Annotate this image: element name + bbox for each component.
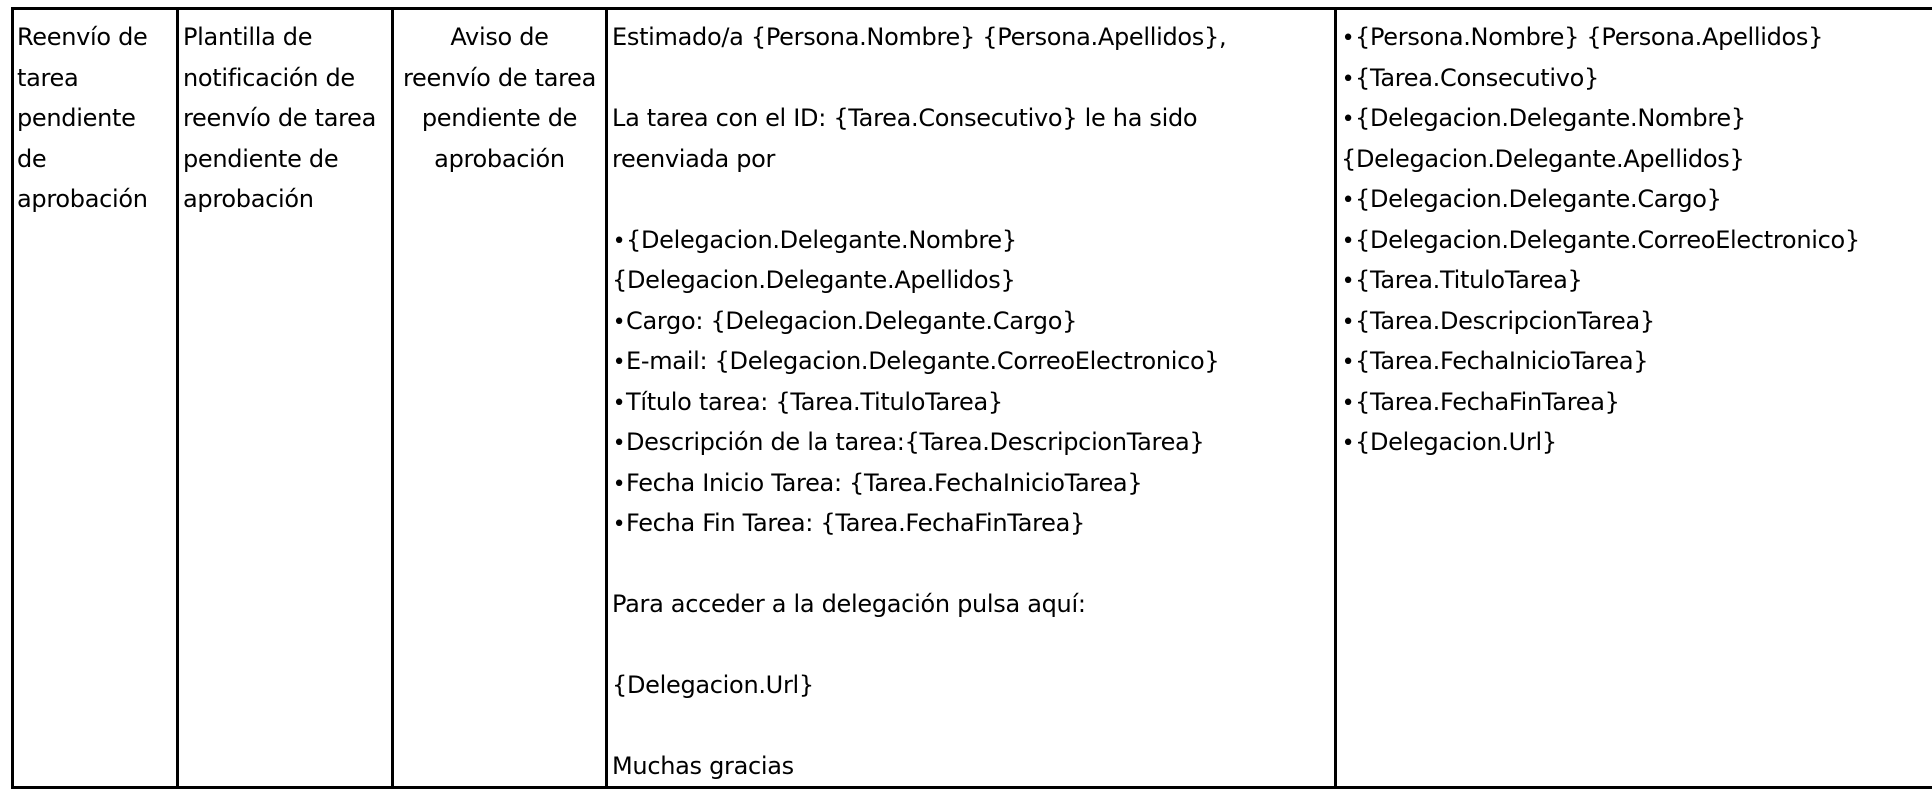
bullet-icon: • [1341,188,1355,213]
bullet-text: Título tarea: {Tarea.TituloTarea} [626,387,1003,416]
variable-text: {Tarea.TituloTarea} [1355,266,1583,294]
description-line: reenvío de tarea [183,104,377,132]
url-text: {Delegacion.Url} [612,671,814,699]
variable-text: {Persona.Nombre} {Persona.Apellidos} [1355,23,1824,51]
description-line: pendiente de [183,144,339,173]
variable-continuation: {Delegacion.Delegante.Apellidos} [1341,144,1745,173]
variable-item [1341,341,1931,382]
column-border-3 [605,7,608,789]
bullet-item [612,382,1332,423]
variable-item [1341,382,1931,423]
bullet-item [612,463,1332,504]
description-line: notificación de [183,63,355,92]
bullet-item [612,422,1332,463]
blank-line [612,544,1332,585]
subject-cell [394,17,605,179]
bullet-icon: • [1341,431,1355,456]
document-table [11,7,1932,795]
message-body-cell [612,17,1332,787]
name-line: pendiente [17,104,136,132]
bullet-item [612,503,1332,544]
bullet-continuation: {Delegacion.Delegante.Apellidos} [612,266,1016,294]
bullet-text: Cargo: {Delegacion.Delegante.Cargo} [626,306,1078,335]
blank-line [612,179,1332,220]
subject-line: reenvío de tarea [402,63,597,92]
bullet-icon: • [612,228,626,254]
variable-text: {Tarea.DescripcionTarea} [1355,306,1655,335]
bullet-item [612,301,1332,342]
variable-text: {Delegacion.Delegante.Cargo} [1355,185,1722,213]
bullet-text: Descripción de la tarea:{Tarea.DescripcionTarea} [626,428,1205,456]
variable-text: {Tarea.FechaFinTarea} [1355,387,1620,416]
description-cell [183,17,389,220]
variable-item [1341,220,1931,261]
bullet-icon: • [612,309,626,335]
access-text: Para acceder a la delegación pulsa aquí: [612,590,1086,618]
variable-item [1341,301,1931,342]
bullet-item [612,220,1332,261]
variable-text: {Delegacion.Url} [1355,428,1557,456]
bullet-icon: • [1341,228,1355,254]
greeting-text: Estimado/a {Persona.Nombre} {Persona.Apellidos}, [612,23,1227,51]
description-line: Plantilla de [183,23,313,51]
bullet-text: {Delegacion.Delegante.Nombre} [626,225,1017,254]
bullet-text: Fecha Fin Tarea: {Tarea.FechaFinTarea} [626,509,1085,537]
name-line: aprobación [17,185,148,213]
bullet-icon: • [1341,309,1355,335]
bullet-icon: • [1341,350,1355,375]
bullet-icon: • [612,431,626,456]
variable-item [1341,422,1931,463]
bullet-text: E-mail: {Delegacion.Delegante.CorreoElectronico} [626,347,1220,375]
bullet-item [612,341,1332,382]
bullet-text: Fecha Inicio Tarea: {Tarea.FechaInicioTarea} [626,468,1143,497]
variable-item [1341,17,1931,58]
variable-item [1341,58,1931,99]
blank-line [612,625,1332,666]
description-line: aprobación [183,185,314,213]
table-top-border [11,7,1932,10]
bullet-icon: • [1341,66,1355,92]
variable-item [1341,98,1931,139]
bullet-icon: • [1341,390,1355,416]
blank-line [612,58,1332,99]
intro-text: reenviada por [612,144,776,173]
bullet-icon: • [612,512,626,537]
bullet-icon: • [612,390,626,416]
variables-cell [1341,17,1931,463]
bullet-icon: • [1341,107,1355,132]
closing-text: Muchas gracias [612,752,794,780]
intro-text: La tarea con el ID: {Tarea.Consecutivo} le ha sido [612,104,1198,132]
bullet-icon: • [1341,269,1355,294]
subject-line: aprobación [434,144,565,173]
name-line: tarea [17,63,79,92]
variable-text: {Delegacion.Delegante.Nombre} [1355,104,1746,132]
name-line: de [17,144,47,173]
variable-text: {Delegacion.Delegante.CorreoElectronico} [1355,225,1860,254]
variable-item [1341,179,1931,220]
bullet-icon: • [612,471,626,497]
column-border-4 [1334,7,1337,789]
bullet-icon: • [612,350,626,375]
variable-text: {Tarea.Consecutivo} [1355,63,1599,92]
bullet-icon: • [1341,26,1355,51]
variable-text: {Tarea.FechaInicioTarea} [1355,347,1649,375]
variable-item [1341,260,1931,301]
column-border-1 [176,7,179,789]
subject-line: Aviso de [450,23,549,51]
subject-line: pendiente de [421,104,578,132]
name-cell [17,17,172,220]
name-line: Reenvío de [17,23,148,51]
blank-line [612,706,1332,747]
column-border-left [11,7,14,789]
